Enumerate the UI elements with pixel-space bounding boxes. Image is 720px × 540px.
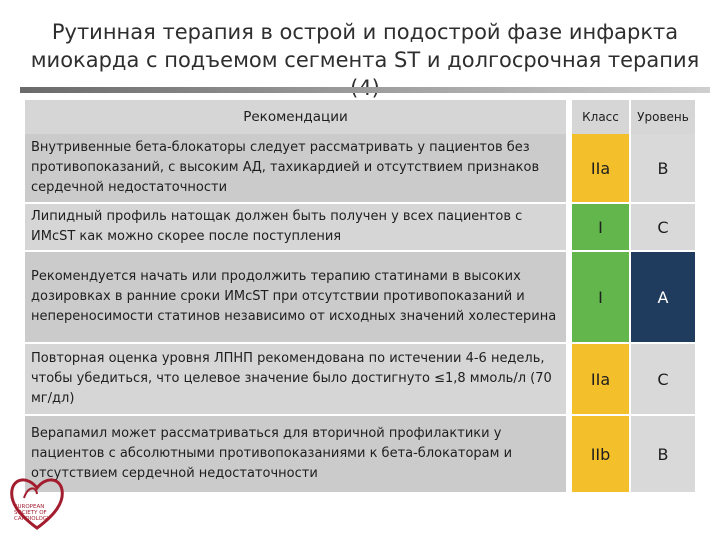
esc-heart-logo-icon [6, 468, 68, 534]
title-line-2: миокарда с подъемом сегмента ST и долгосрочная терапия [30, 48, 700, 72]
level-cell: B [631, 416, 695, 492]
header-level: Уровень [631, 100, 695, 134]
class-cell: IIa [572, 344, 629, 414]
header-recommendations: Рекомендации [25, 100, 566, 134]
class-cell: IIa [572, 134, 629, 202]
level-cell: A [631, 252, 695, 342]
class-cell: IIb [572, 416, 629, 492]
class-cell: I [572, 204, 629, 250]
level-cell: B [631, 134, 695, 202]
table-row [25, 134, 695, 202]
title-underline [20, 87, 710, 93]
recommendation-text: Рекомендуется начать или продолжить терапию статинами в высоких дозировках в ранние сроки ИМсST при отсутствии противопоказаний и непереносимости статинов независимо от исходных значений холестерина [25, 252, 566, 342]
table-row [25, 252, 695, 342]
table-header-row [25, 100, 695, 134]
table-row [25, 204, 695, 250]
title-line-1: Рутинная терапия в острой и подострой фазе инфаркта [51, 20, 679, 44]
recommendation-text: Повторная оценка уровня ЛПНП рекомендована по истечении 4-6 недель, чтобы убедиться, что целевое значение было достигнуто ≤1,8 ммоль/л (70 мг/дл) [25, 344, 566, 414]
recommendation-text: Внутривенные бета-блокаторы следует рассматривать у пациентов без противопоказаний, с высоким АД, тахикардией и отсутствием признаков сердечной недостаточности [25, 134, 566, 202]
class-cell: I [572, 252, 629, 342]
recommendation-text: Липидный профиль натощак должен быть получен у всех пациентов с ИМсST как можно скорее после поступления [25, 204, 566, 250]
header-class: Класс [572, 100, 629, 134]
level-cell: C [631, 204, 695, 250]
level-cell: C [631, 344, 695, 414]
recommendation-text: Верапамил может рассматриваться для вторичной профилактики у пациентов с абсолютными противопоказаниями к бета-блокаторам и отсутствием сердечной недостаточности [25, 416, 566, 492]
esc-logo-text: EUROPEAN SOCIETY OF CARDIOLOGY [14, 504, 51, 522]
table-row [25, 344, 695, 414]
table-row [25, 416, 695, 492]
